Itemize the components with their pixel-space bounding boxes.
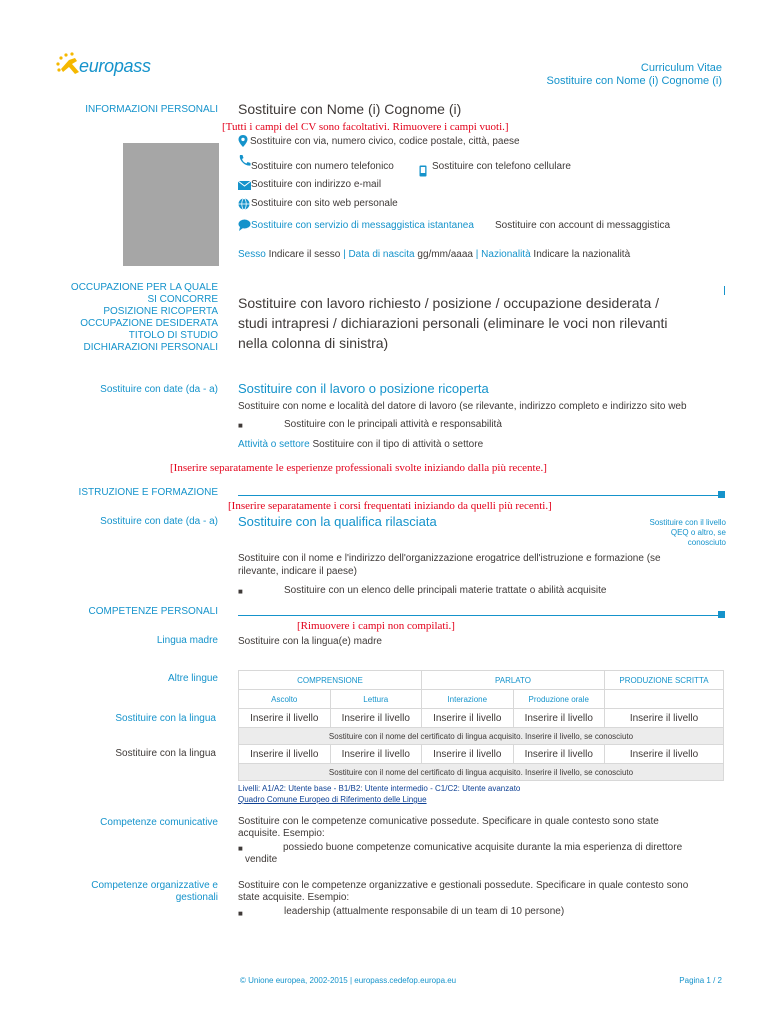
level-cell: Inserire il livello — [422, 745, 514, 764]
bullet: ■ — [238, 421, 243, 430]
footer-copyright: © Unione europea, 2002-2015 | europass.cedefop.europa.eu — [240, 976, 457, 985]
occupation-line: studi intrapresi / dichiarazioni personali (eliminare le voci non rilevanti — [238, 315, 668, 331]
comprehension-header: COMPRENSIONE — [239, 671, 422, 690]
level-cell: Inserire il livello — [513, 745, 605, 764]
bullet: ■ — [238, 909, 243, 918]
production-header: Produzione orale — [513, 690, 605, 709]
table-cert-row — [239, 764, 724, 781]
education-org — [238, 552, 661, 578]
experience-title: Sostituire con il lavoro o posizione ricoperta — [238, 381, 489, 396]
sex-label: Sesso — [238, 249, 266, 260]
writing-header: PRODUZIONE SCRITTA — [605, 671, 724, 690]
cert-cell: Sostituire con il nome del certificato di lingua acquisito. Inserire il livello, se conosciuto — [239, 764, 724, 781]
level-cell: Inserire il livello — [605, 709, 724, 728]
phone-icon — [238, 154, 251, 170]
comm-line: Sostituire con le competenze comunicative possedute. Specificare in quale contesto sono state — [238, 816, 659, 827]
education-dates: Sostituire con date (da - a) — [100, 516, 218, 527]
mother-tongue-value: Sostituire con la lingua(e) madre — [238, 636, 382, 647]
chat-icon — [238, 219, 251, 234]
nationality-label: Nazionalità — [481, 249, 531, 260]
table-cert-row — [239, 728, 724, 745]
skills-divider — [238, 615, 722, 616]
dob-value: gg/mm/aaaa — [417, 249, 473, 260]
speaking-header: PARLATO — [422, 671, 605, 690]
experience-dates: Sostituire con date (da - a) — [100, 384, 218, 395]
europass-logo — [55, 52, 165, 82]
education-label: ISTRUZIONE E FORMAZIONE — [78, 487, 218, 498]
language-table — [238, 670, 724, 781]
comm-bullet-line: possiedo buone competenze comunicative acquisite durante la mia esperienza di direttore — [283, 842, 683, 853]
website-text: Sostituire con sito web personale — [251, 198, 398, 209]
sector-label: Attività o settore — [238, 439, 310, 450]
level-cell: Inserire il livello — [605, 745, 724, 764]
levels-note: Livelli: A1/A2: Utente base - B1/B2: Utente intermedio - C1/C2: Utente avanzato — [238, 784, 521, 793]
occupation-label-line: DICHIARAZIONI PERSONALI — [83, 342, 218, 353]
other-languages-label: Altre lingue — [167, 673, 218, 684]
eqf-line: Sostituire con il livello — [649, 518, 726, 527]
header-subtitle: Sostituire con Nome (i) Cognome (i) — [546, 75, 722, 87]
level-cell: Inserire il livello — [239, 709, 331, 728]
organizational-bullet-text: leadership (attualmente responsabile di un team di 10 persone) — [284, 906, 565, 917]
header-title: Curriculum Vitae — [640, 62, 722, 74]
table-subheader-row — [239, 690, 724, 709]
language-row-label: Sostituire con la lingua — [115, 748, 216, 759]
bullet: ■ — [238, 844, 243, 853]
experience-sector — [238, 439, 483, 450]
mobile-icon — [419, 165, 427, 180]
occupation-label — [40, 282, 218, 354]
language-row-label: Sostituire con la lingua — [115, 713, 216, 724]
org-line: Sostituire con le competenze organizzative e gestionali possedute. Specificare in quale contesto sono — [238, 880, 689, 891]
footer-page-number: Pagina 1 / 2 — [679, 976, 722, 985]
education-org-line: Sostituire con il nome e l'indirizzo dell'organizzazione erogatrice dell'istruzione e formazione (se — [238, 553, 661, 564]
im-service-text: Sostituire con servizio di messaggistica istantanea — [251, 220, 474, 231]
level-cell: Inserire il livello — [513, 709, 605, 728]
email-text: Sostituire con indirizzo e-mail — [251, 179, 382, 190]
communication-bullet-text — [245, 842, 682, 866]
education-note: [Inserire separatamente i corsi frequentati iniziando da quelli più recenti.] — [228, 500, 552, 512]
separator: | — [475, 249, 479, 260]
education-divider — [238, 495, 722, 496]
phone-text: Sostituire con numero telefonico — [251, 161, 394, 172]
im-account-text: Sostituire con account di messaggistica — [495, 220, 671, 231]
skills-divider-marker — [718, 611, 725, 618]
reading-header: Lettura — [330, 690, 422, 709]
mother-tongue-label: Lingua madre — [156, 635, 218, 646]
comm-bullet-line: vendite — [245, 854, 278, 865]
sector-value: Sostituire con il tipo di attività o settore — [312, 439, 484, 450]
personal-details-line — [238, 249, 630, 260]
org-label-line: Competenze organizzative e — [91, 880, 218, 891]
level-cell: Inserire il livello — [239, 745, 331, 764]
skills-label: COMPETENZE PERSONALI — [88, 606, 218, 617]
level-cell: Inserire il livello — [330, 709, 422, 728]
level-cell: Inserire il livello — [330, 745, 422, 764]
logo-text: europass — [79, 56, 151, 76]
table-header-row — [239, 671, 724, 690]
personal-name: Sostituire con Nome (i) Cognome (i) — [238, 101, 462, 117]
personal-note: [Tutti i campi del CV sono facoltativi. Rimuovere i campi vuoti.] — [222, 121, 509, 133]
occupation-line: Sostituire con lavoro richiesto / posizione / occupazione desiderata / — [238, 295, 660, 311]
interaction-header: Interazione — [422, 690, 514, 709]
eqf-line: conosciuto — [687, 538, 726, 547]
table-row — [239, 745, 724, 764]
nationality-value: Indicare la nazionalità — [533, 249, 631, 260]
occupation-label-line: SI CONCORRE — [147, 294, 218, 305]
website-icon — [238, 198, 250, 213]
eqf-line: QEQ o altro, se — [670, 528, 726, 537]
listening-header: Ascolto — [239, 690, 331, 709]
occupation-text — [238, 293, 668, 353]
address-text: Sostituire con via, numero civico, codice postale, città, paese — [250, 136, 520, 147]
mobile-text: Sostituire con telefono cellulare — [432, 161, 571, 172]
dob-label: Data di nascita — [348, 249, 415, 260]
experience-employer: Sostituire con nome e località del datore di lavoro (se rilevante, indirizzo completo e indirizzo sito web — [238, 401, 687, 412]
education-org-line: rilevante, indicare il paese) — [238, 566, 357, 577]
occupation-line: nella colonna di sinistra) — [238, 335, 389, 351]
email-icon — [238, 181, 251, 193]
cert-cell: Sostituire con il nome del certificato di lingua acquisito. Inserire il livello, se conosciuto — [239, 728, 724, 745]
occupation-label-line: OCCUPAZIONE DESIDERATA — [80, 318, 218, 329]
education-eqf — [650, 518, 726, 548]
levels-legend — [238, 783, 520, 805]
cursor-mark — [724, 286, 725, 295]
experience-note: [Inserire separatamente le esperienze professionali svolte iniziando dalla più recente.] — [170, 462, 547, 474]
separator: | — [343, 249, 346, 260]
occupation-label-line: TITOLO DI STUDIO — [128, 330, 218, 341]
cefr-link[interactable]: Quadro Comune Europeo di Riferimento delle Lingue — [238, 795, 427, 804]
photo-placeholder — [123, 143, 219, 266]
occupation-label-line: OCCUPAZIONE PER LA QUALE — [70, 282, 218, 293]
level-cell: Inserire il livello — [422, 709, 514, 728]
location-icon — [238, 135, 248, 150]
skills-note: [Rimuovere i campi non compilati.] — [297, 620, 455, 632]
communication-skills-label: Competenze comunicative — [100, 817, 218, 828]
writing-subheader — [605, 690, 724, 709]
communication-skills-text — [238, 816, 659, 840]
education-divider-marker — [718, 491, 725, 498]
education-subjects: Sostituire con un elenco delle principali materie trattate o abilità acquisite — [284, 585, 607, 596]
sex-value: Indicare il sesso — [268, 249, 341, 260]
table-row — [239, 709, 724, 728]
occupation-label-line: POSIZIONE RICOPERTA — [103, 306, 218, 317]
experience-activities: Sostituire con le principali attività e responsabilità — [284, 419, 502, 430]
personal-info-label: INFORMAZIONI PERSONALI — [85, 104, 218, 115]
org-line: state acquisite. Esempio: — [238, 892, 350, 903]
bullet: ■ — [238, 587, 243, 596]
education-title: Sostituire con la qualifica rilasciata — [238, 514, 437, 529]
org-label-line: gestionali — [175, 892, 218, 903]
organizational-skills-text — [238, 880, 688, 904]
organizational-skills-label — [40, 880, 218, 904]
comm-line: acquisite. Esempio: — [238, 828, 325, 839]
